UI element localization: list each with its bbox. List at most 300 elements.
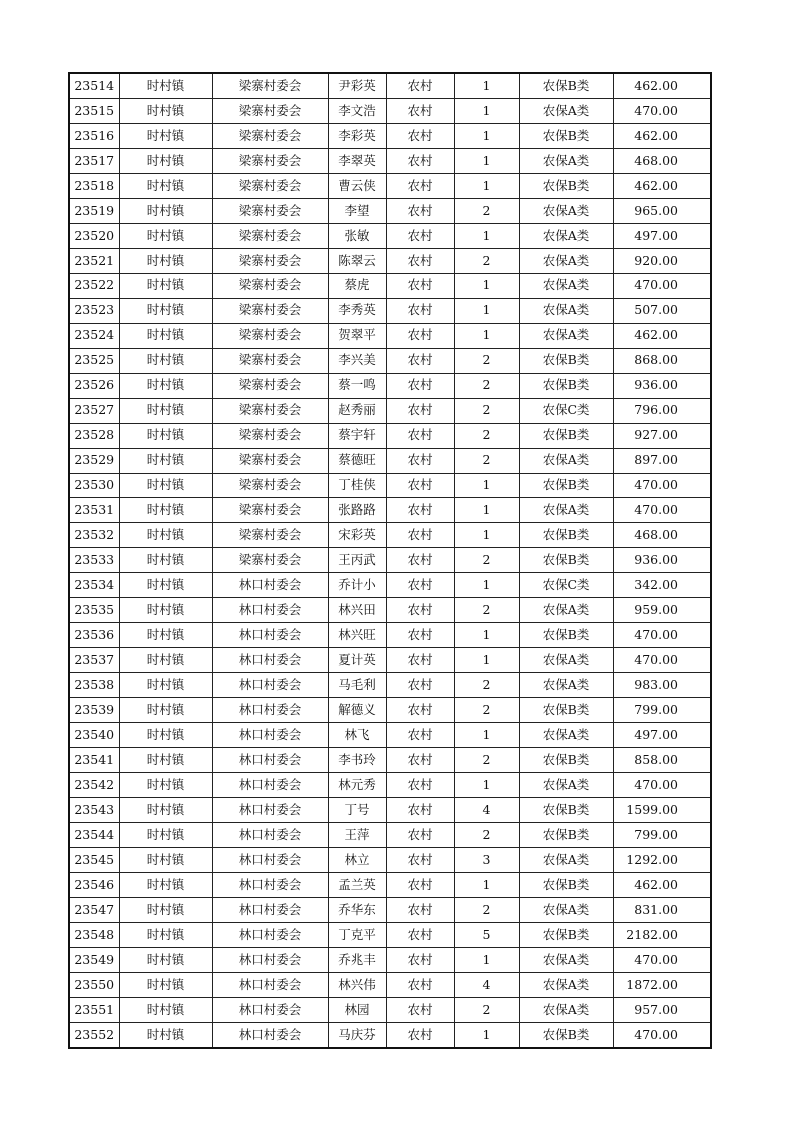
category-cell: 农保A类 — [519, 448, 613, 473]
household-size-cell: 1 — [454, 648, 519, 673]
category-cell: 农保A类 — [519, 848, 613, 873]
area-type-cell: 农村 — [386, 873, 454, 898]
table-row — [69, 748, 711, 773]
id-cell: 23527 — [69, 398, 119, 423]
category-cell: 农保B类 — [519, 373, 613, 398]
name-cell: 李书玲 — [328, 748, 386, 773]
area-type-cell: 农村 — [386, 273, 454, 298]
category-cell: 农保A类 — [519, 148, 613, 173]
id-cell: 23519 — [69, 198, 119, 223]
village-cell: 林口村委会 — [212, 1022, 328, 1047]
village-cell: 梁寨村委会 — [212, 273, 328, 298]
village-cell: 梁寨村委会 — [212, 173, 328, 198]
table-row — [69, 423, 711, 448]
category-cell: 农保A类 — [519, 673, 613, 698]
village-cell: 林口村委会 — [212, 573, 328, 598]
name-cell: 李秀英 — [328, 298, 386, 323]
amount-cell: 936.00 — [613, 548, 711, 573]
town-cell: 时村镇 — [119, 398, 212, 423]
household-size-cell: 2 — [454, 248, 519, 273]
area-type-cell: 农村 — [386, 748, 454, 773]
name-cell: 李望 — [328, 198, 386, 223]
amount-cell: 470.00 — [613, 648, 711, 673]
category-cell: 农保B类 — [519, 623, 613, 648]
area-type-cell: 农村 — [386, 922, 454, 947]
name-cell: 张敏 — [328, 223, 386, 248]
amount-cell: 342.00 — [613, 573, 711, 598]
id-cell: 23534 — [69, 573, 119, 598]
area-type-cell: 农村 — [386, 548, 454, 573]
town-cell: 时村镇 — [119, 198, 212, 223]
area-type-cell: 农村 — [386, 573, 454, 598]
category-cell: 农保B类 — [519, 523, 613, 548]
category-cell: 农保B类 — [519, 1022, 613, 1047]
village-cell: 梁寨村委会 — [212, 248, 328, 273]
town-cell: 时村镇 — [119, 897, 212, 922]
category-cell: 农保B类 — [519, 922, 613, 947]
table-row — [69, 148, 711, 173]
amount-cell: 470.00 — [613, 498, 711, 523]
category-cell: 农保C类 — [519, 398, 613, 423]
category-cell: 农保A类 — [519, 223, 613, 248]
town-cell: 时村镇 — [119, 997, 212, 1022]
category-cell: 农保B类 — [519, 173, 613, 198]
category-cell: 农保B类 — [519, 348, 613, 373]
village-cell: 梁寨村委会 — [212, 148, 328, 173]
household-size-cell: 1 — [454, 473, 519, 498]
table-row — [69, 698, 711, 723]
name-cell: 丁号 — [328, 798, 386, 823]
table-row — [69, 823, 711, 848]
name-cell: 曹云侠 — [328, 173, 386, 198]
household-size-cell: 1 — [454, 498, 519, 523]
town-cell: 时村镇 — [119, 798, 212, 823]
id-cell: 23542 — [69, 773, 119, 798]
id-cell: 23533 — [69, 548, 119, 573]
town-cell: 时村镇 — [119, 248, 212, 273]
allowance-table — [68, 72, 712, 1049]
town-cell: 时村镇 — [119, 972, 212, 997]
name-cell: 林园 — [328, 997, 386, 1022]
category-cell: 农保B类 — [519, 423, 613, 448]
village-cell: 梁寨村委会 — [212, 123, 328, 148]
amount-cell: 927.00 — [613, 423, 711, 448]
name-cell: 乔兆丰 — [328, 947, 386, 972]
village-cell: 林口村委会 — [212, 897, 328, 922]
area-type-cell: 农村 — [386, 123, 454, 148]
table-row — [69, 298, 711, 323]
id-cell: 23540 — [69, 723, 119, 748]
id-cell: 23523 — [69, 298, 119, 323]
household-size-cell: 1 — [454, 273, 519, 298]
name-cell: 丁桂侠 — [328, 473, 386, 498]
table-row — [69, 473, 711, 498]
id-cell: 23530 — [69, 473, 119, 498]
area-type-cell: 农村 — [386, 1022, 454, 1047]
area-type-cell: 农村 — [386, 398, 454, 423]
amount-cell: 868.00 — [613, 348, 711, 373]
name-cell: 林立 — [328, 848, 386, 873]
town-cell: 时村镇 — [119, 373, 212, 398]
village-cell: 林口村委会 — [212, 773, 328, 798]
name-cell: 李翠英 — [328, 148, 386, 173]
id-cell: 23544 — [69, 823, 119, 848]
town-cell: 时村镇 — [119, 523, 212, 548]
area-type-cell: 农村 — [386, 523, 454, 548]
table-row — [69, 773, 711, 798]
id-cell: 23526 — [69, 373, 119, 398]
town-cell: 时村镇 — [119, 1022, 212, 1047]
amount-cell: 1292.00 — [613, 848, 711, 873]
table-row — [69, 198, 711, 223]
category-cell: 农保B类 — [519, 698, 613, 723]
name-cell: 尹彩英 — [328, 73, 386, 98]
town-cell: 时村镇 — [119, 348, 212, 373]
household-size-cell: 2 — [454, 548, 519, 573]
village-cell: 林口村委会 — [212, 623, 328, 648]
village-cell: 林口村委会 — [212, 648, 328, 673]
table-row — [69, 997, 711, 1022]
table-row — [69, 798, 711, 823]
table-row — [69, 598, 711, 623]
amount-cell: 507.00 — [613, 298, 711, 323]
name-cell: 丁克平 — [328, 922, 386, 947]
household-size-cell: 1 — [454, 723, 519, 748]
id-cell: 23515 — [69, 98, 119, 123]
name-cell: 宋彩英 — [328, 523, 386, 548]
name-cell: 蔡德旺 — [328, 448, 386, 473]
amount-cell: 831.00 — [613, 897, 711, 922]
area-type-cell: 农村 — [386, 173, 454, 198]
id-cell: 23536 — [69, 623, 119, 648]
amount-cell: 470.00 — [613, 1022, 711, 1047]
town-cell: 时村镇 — [119, 623, 212, 648]
name-cell: 孟兰英 — [328, 873, 386, 898]
amount-cell: 497.00 — [613, 223, 711, 248]
amount-cell: 799.00 — [613, 823, 711, 848]
name-cell: 林兴伟 — [328, 972, 386, 997]
id-cell: 23543 — [69, 798, 119, 823]
table-row — [69, 972, 711, 997]
town-cell: 时村镇 — [119, 698, 212, 723]
name-cell: 王丙武 — [328, 548, 386, 573]
table-row — [69, 398, 711, 423]
category-cell: 农保A类 — [519, 723, 613, 748]
id-cell: 23528 — [69, 423, 119, 448]
area-type-cell: 农村 — [386, 448, 454, 473]
household-size-cell: 2 — [454, 698, 519, 723]
amount-cell: 470.00 — [613, 273, 711, 298]
category-cell: 农保A类 — [519, 773, 613, 798]
table-row — [69, 73, 711, 98]
table-row — [69, 373, 711, 398]
amount-cell: 858.00 — [613, 748, 711, 773]
town-cell: 时村镇 — [119, 773, 212, 798]
area-type-cell: 农村 — [386, 98, 454, 123]
id-cell: 23549 — [69, 947, 119, 972]
household-size-cell: 1 — [454, 98, 519, 123]
name-cell: 陈翠云 — [328, 248, 386, 273]
amount-cell: 959.00 — [613, 598, 711, 623]
table-row — [69, 673, 711, 698]
household-size-cell: 1 — [454, 523, 519, 548]
household-size-cell: 1 — [454, 223, 519, 248]
area-type-cell: 农村 — [386, 348, 454, 373]
id-cell: 23514 — [69, 73, 119, 98]
village-cell: 林口村委会 — [212, 798, 328, 823]
town-cell: 时村镇 — [119, 598, 212, 623]
table-row — [69, 273, 711, 298]
village-cell: 梁寨村委会 — [212, 448, 328, 473]
amount-cell: 462.00 — [613, 873, 711, 898]
town-cell: 时村镇 — [119, 173, 212, 198]
table-row — [69, 98, 711, 123]
table-body — [69, 73, 711, 1048]
household-size-cell: 1 — [454, 947, 519, 972]
table-row — [69, 498, 711, 523]
id-cell: 23516 — [69, 123, 119, 148]
household-size-cell: 4 — [454, 798, 519, 823]
id-cell: 23539 — [69, 698, 119, 723]
town-cell: 时村镇 — [119, 548, 212, 573]
household-size-cell: 2 — [454, 373, 519, 398]
category-cell: 农保A类 — [519, 498, 613, 523]
amount-cell: 462.00 — [613, 123, 711, 148]
name-cell: 李兴美 — [328, 348, 386, 373]
name-cell: 贺翠平 — [328, 323, 386, 348]
category-cell: 农保A类 — [519, 972, 613, 997]
area-type-cell: 农村 — [386, 823, 454, 848]
area-type-cell: 农村 — [386, 223, 454, 248]
name-cell: 林兴旺 — [328, 623, 386, 648]
amount-cell: 1872.00 — [613, 972, 711, 997]
village-cell: 梁寨村委会 — [212, 423, 328, 448]
id-cell: 23532 — [69, 523, 119, 548]
id-cell: 23517 — [69, 148, 119, 173]
category-cell: 农保A类 — [519, 273, 613, 298]
id-cell: 23546 — [69, 873, 119, 898]
id-cell: 23541 — [69, 748, 119, 773]
id-cell: 23520 — [69, 223, 119, 248]
category-cell: 农保A类 — [519, 997, 613, 1022]
name-cell: 林飞 — [328, 723, 386, 748]
amount-cell: 470.00 — [613, 473, 711, 498]
household-size-cell: 1 — [454, 73, 519, 98]
id-cell: 23524 — [69, 323, 119, 348]
village-cell: 林口村委会 — [212, 723, 328, 748]
village-cell: 梁寨村委会 — [212, 298, 328, 323]
area-type-cell: 农村 — [386, 598, 454, 623]
category-cell: 农保B类 — [519, 548, 613, 573]
household-size-cell: 1 — [454, 573, 519, 598]
household-size-cell: 1 — [454, 123, 519, 148]
town-cell: 时村镇 — [119, 148, 212, 173]
id-cell: 23552 — [69, 1022, 119, 1047]
id-cell: 23548 — [69, 922, 119, 947]
village-cell: 梁寨村委会 — [212, 523, 328, 548]
amount-cell: 983.00 — [613, 673, 711, 698]
name-cell: 马毛利 — [328, 673, 386, 698]
table-row — [69, 897, 711, 922]
table-row — [69, 548, 711, 573]
village-cell: 梁寨村委会 — [212, 473, 328, 498]
town-cell: 时村镇 — [119, 123, 212, 148]
id-cell: 23529 — [69, 448, 119, 473]
household-size-cell: 1 — [454, 298, 519, 323]
amount-cell: 1599.00 — [613, 798, 711, 823]
table-row — [69, 123, 711, 148]
amount-cell: 799.00 — [613, 698, 711, 723]
town-cell: 时村镇 — [119, 323, 212, 348]
category-cell: 农保A类 — [519, 648, 613, 673]
household-size-cell: 2 — [454, 823, 519, 848]
name-cell: 乔华东 — [328, 897, 386, 922]
town-cell: 时村镇 — [119, 922, 212, 947]
id-cell: 23525 — [69, 348, 119, 373]
category-cell: 农保A类 — [519, 248, 613, 273]
household-size-cell: 1 — [454, 623, 519, 648]
household-size-cell: 2 — [454, 897, 519, 922]
amount-cell: 462.00 — [613, 73, 711, 98]
id-cell: 23535 — [69, 598, 119, 623]
area-type-cell: 农村 — [386, 623, 454, 648]
amount-cell: 957.00 — [613, 997, 711, 1022]
amount-cell: 470.00 — [613, 623, 711, 648]
category-cell: 农保A类 — [519, 897, 613, 922]
town-cell: 时村镇 — [119, 873, 212, 898]
name-cell: 林元秀 — [328, 773, 386, 798]
area-type-cell: 农村 — [386, 323, 454, 348]
town-cell: 时村镇 — [119, 423, 212, 448]
area-type-cell: 农村 — [386, 148, 454, 173]
area-type-cell: 农村 — [386, 798, 454, 823]
household-size-cell: 2 — [454, 448, 519, 473]
table-row — [69, 1022, 711, 1047]
category-cell: 农保B类 — [519, 823, 613, 848]
area-type-cell: 农村 — [386, 298, 454, 323]
name-cell: 赵秀丽 — [328, 398, 386, 423]
village-cell: 梁寨村委会 — [212, 323, 328, 348]
id-cell: 23537 — [69, 648, 119, 673]
category-cell: 农保A类 — [519, 98, 613, 123]
table-row — [69, 623, 711, 648]
household-size-cell: 1 — [454, 1022, 519, 1047]
category-cell: 农保A类 — [519, 298, 613, 323]
area-type-cell: 农村 — [386, 673, 454, 698]
area-type-cell: 农村 — [386, 773, 454, 798]
town-cell: 时村镇 — [119, 223, 212, 248]
name-cell: 李文浩 — [328, 98, 386, 123]
household-size-cell: 2 — [454, 598, 519, 623]
table-row — [69, 848, 711, 873]
area-type-cell: 农村 — [386, 373, 454, 398]
category-cell: 农保B类 — [519, 73, 613, 98]
town-cell: 时村镇 — [119, 498, 212, 523]
id-cell: 23522 — [69, 273, 119, 298]
household-size-cell: 2 — [454, 423, 519, 448]
household-size-cell: 1 — [454, 773, 519, 798]
household-size-cell: 5 — [454, 922, 519, 947]
household-size-cell: 3 — [454, 848, 519, 873]
amount-cell: 497.00 — [613, 723, 711, 748]
amount-cell: 470.00 — [613, 773, 711, 798]
town-cell: 时村镇 — [119, 298, 212, 323]
table-row — [69, 723, 711, 748]
area-type-cell: 农村 — [386, 198, 454, 223]
table-row — [69, 223, 711, 248]
category-cell: 农保B类 — [519, 123, 613, 148]
village-cell: 林口村委会 — [212, 947, 328, 972]
area-type-cell: 农村 — [386, 648, 454, 673]
name-cell: 王萍 — [328, 823, 386, 848]
village-cell: 梁寨村委会 — [212, 98, 328, 123]
area-type-cell: 农村 — [386, 423, 454, 448]
village-cell: 林口村委会 — [212, 698, 328, 723]
amount-cell: 965.00 — [613, 198, 711, 223]
amount-cell: 468.00 — [613, 523, 711, 548]
village-cell: 梁寨村委会 — [212, 348, 328, 373]
area-type-cell: 农村 — [386, 723, 454, 748]
category-cell: 农保A类 — [519, 198, 613, 223]
area-type-cell: 农村 — [386, 73, 454, 98]
id-cell: 23547 — [69, 897, 119, 922]
amount-cell: 920.00 — [613, 248, 711, 273]
household-size-cell: 1 — [454, 173, 519, 198]
town-cell: 时村镇 — [119, 723, 212, 748]
town-cell: 时村镇 — [119, 823, 212, 848]
area-type-cell: 农村 — [386, 498, 454, 523]
area-type-cell: 农村 — [386, 997, 454, 1022]
id-cell: 23550 — [69, 972, 119, 997]
category-cell: 农保A类 — [519, 323, 613, 348]
town-cell: 时村镇 — [119, 848, 212, 873]
village-cell: 林口村委会 — [212, 873, 328, 898]
table-row — [69, 323, 711, 348]
village-cell: 梁寨村委会 — [212, 398, 328, 423]
village-cell: 梁寨村委会 — [212, 223, 328, 248]
village-cell: 林口村委会 — [212, 848, 328, 873]
village-cell: 林口村委会 — [212, 997, 328, 1022]
table-row — [69, 947, 711, 972]
town-cell: 时村镇 — [119, 448, 212, 473]
id-cell: 23551 — [69, 997, 119, 1022]
name-cell: 林兴田 — [328, 598, 386, 623]
amount-cell: 796.00 — [613, 398, 711, 423]
name-cell: 李彩英 — [328, 123, 386, 148]
village-cell: 梁寨村委会 — [212, 373, 328, 398]
category-cell: 农保C类 — [519, 573, 613, 598]
town-cell: 时村镇 — [119, 673, 212, 698]
category-cell: 农保B类 — [519, 798, 613, 823]
amount-cell: 470.00 — [613, 98, 711, 123]
category-cell: 农保B类 — [519, 473, 613, 498]
category-cell: 农保B类 — [519, 873, 613, 898]
town-cell: 时村镇 — [119, 748, 212, 773]
table-row — [69, 523, 711, 548]
id-cell: 23545 — [69, 848, 119, 873]
village-cell: 梁寨村委会 — [212, 498, 328, 523]
category-cell: 农保A类 — [519, 598, 613, 623]
village-cell: 林口村委会 — [212, 748, 328, 773]
amount-cell: 468.00 — [613, 148, 711, 173]
household-size-cell: 2 — [454, 198, 519, 223]
name-cell: 蔡宇轩 — [328, 423, 386, 448]
household-size-cell: 2 — [454, 348, 519, 373]
area-type-cell: 农村 — [386, 972, 454, 997]
household-size-cell: 1 — [454, 873, 519, 898]
household-size-cell: 2 — [454, 398, 519, 423]
household-size-cell: 2 — [454, 748, 519, 773]
